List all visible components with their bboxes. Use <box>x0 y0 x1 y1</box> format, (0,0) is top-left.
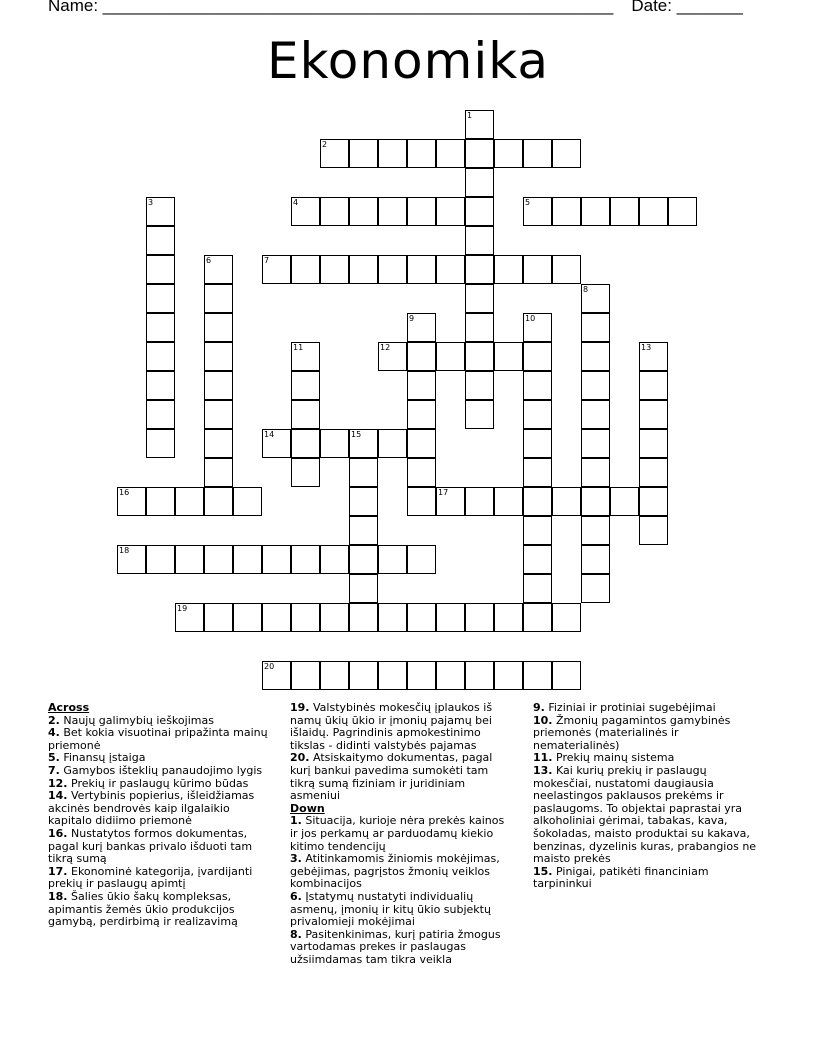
page-title: Ekonomika <box>267 32 549 90</box>
clue-item-text: Pinigai, patikėti financiniam tarpininkui <box>533 864 709 891</box>
grid-cell[interactable] <box>291 371 320 400</box>
grid-cell[interactable] <box>494 487 523 516</box>
grid-cell[interactable] <box>204 255 233 284</box>
grid-cell[interactable] <box>175 545 204 574</box>
grid-cell[interactable] <box>407 603 436 632</box>
grid-cell[interactable] <box>233 487 262 516</box>
grid-cell[interactable] <box>204 603 233 632</box>
grid-cell[interactable] <box>552 139 581 168</box>
clue-item-text: Valstybinės mokesčių įplaukos iš namų ūkių ūkio ir įmonių pajamų bei išlaidų. Pagrindinis apmokestinimo tikslas - didinti valstybės pajamas <box>290 701 493 752</box>
grid-cell[interactable] <box>581 371 610 400</box>
grid-cell[interactable] <box>436 197 465 226</box>
grid-cell[interactable] <box>407 487 436 516</box>
grid-cell[interactable] <box>639 400 668 429</box>
clue-item-text: Šalies ūkio šakų kompleksas, apimantis žemės ūkio produkcijos gamybą, perdirbimą ir realizavimą <box>48 889 238 929</box>
clue-item <box>48 866 273 891</box>
clue-item-number: 8. <box>290 927 302 941</box>
clue-number: 18 <box>119 546 130 555</box>
grid-cell[interactable] <box>494 139 523 168</box>
grid-cell[interactable] <box>465 255 494 284</box>
grid-cell[interactable] <box>465 226 494 255</box>
grid-cell[interactable] <box>320 603 349 632</box>
grid-cell[interactable] <box>349 603 378 632</box>
grid-cell[interactable] <box>262 255 291 284</box>
grid-cell[interactable] <box>146 400 175 429</box>
grid-cell[interactable] <box>465 371 494 400</box>
clue-number: 15 <box>351 430 362 439</box>
grid-cell[interactable] <box>146 255 175 284</box>
clue-item-number: 7. <box>48 763 60 777</box>
clues-column-left <box>48 702 273 929</box>
grid-cell[interactable] <box>523 603 552 632</box>
grid-cell[interactable] <box>436 139 465 168</box>
grid-cell[interactable] <box>639 371 668 400</box>
grid-cell[interactable] <box>523 429 552 458</box>
grid-cell[interactable] <box>146 371 175 400</box>
grid-cell[interactable] <box>407 342 436 371</box>
grid-cell[interactable] <box>378 139 407 168</box>
grid-cell[interactable] <box>465 342 494 371</box>
grid-cell[interactable] <box>378 661 407 690</box>
grid-cell[interactable] <box>407 661 436 690</box>
grid-cell[interactable] <box>378 255 407 284</box>
grid-cell[interactable] <box>204 371 233 400</box>
grid-cell[interactable] <box>581 284 610 313</box>
grid-cell[interactable] <box>465 197 494 226</box>
clue-number: 11 <box>293 343 304 352</box>
grid-cell[interactable] <box>494 661 523 690</box>
grid-cell[interactable] <box>523 661 552 690</box>
grid-cell[interactable] <box>320 661 349 690</box>
clue-item <box>290 702 515 752</box>
clue-number: 12 <box>380 343 391 352</box>
clue-number: 4 <box>293 198 299 207</box>
grid-cell[interactable] <box>204 342 233 371</box>
grid-cell[interactable] <box>117 487 146 516</box>
grid-cell[interactable] <box>349 487 378 516</box>
grid-cell[interactable] <box>523 487 552 516</box>
grid-cell[interactable] <box>204 400 233 429</box>
clue-number: 14 <box>264 430 275 439</box>
grid-cell[interactable] <box>639 342 668 371</box>
grid-cell[interactable] <box>407 313 436 342</box>
grid-cell[interactable] <box>436 487 465 516</box>
grid-cell[interactable] <box>262 429 291 458</box>
grid-cell[interactable] <box>494 603 523 632</box>
grid-cell[interactable] <box>146 429 175 458</box>
grid-cell[interactable] <box>204 487 233 516</box>
clue-item-text: Fiziniai ir protiniai sugebėjimai <box>548 701 716 714</box>
grid-cell[interactable] <box>407 458 436 487</box>
clue-item-text: Naujų galimybių ieškojimas <box>63 713 214 727</box>
clue-item-text: Prekių mainų sistema <box>556 751 675 765</box>
clue-item <box>290 752 515 802</box>
clue-item-number: 16. <box>48 826 68 840</box>
grid-cell[interactable] <box>523 516 552 545</box>
clue-item-number: 14. <box>48 789 68 803</box>
grid-cell[interactable] <box>494 342 523 371</box>
clue-item-number: 4. <box>48 726 60 740</box>
grid-cell[interactable] <box>639 458 668 487</box>
grid-cell[interactable] <box>581 400 610 429</box>
grid-cell[interactable] <box>204 458 233 487</box>
clue-item-number: 15. <box>533 864 553 878</box>
grid-cell[interactable] <box>291 400 320 429</box>
grid-cell[interactable] <box>465 661 494 690</box>
clue-number: 1 <box>467 111 473 120</box>
grid-cell[interactable] <box>204 284 233 313</box>
grid-cell[interactable] <box>262 661 291 690</box>
grid-cell[interactable] <box>204 545 233 574</box>
clue-item <box>48 891 273 929</box>
grid-cell[interactable] <box>320 545 349 574</box>
clue-item-text: Prekių ir paslaugų kūrimo būdas <box>71 776 249 790</box>
grid-cell[interactable] <box>349 139 378 168</box>
grid-cell[interactable] <box>320 255 349 284</box>
grid-cell[interactable] <box>349 458 378 487</box>
grid-cell[interactable] <box>378 545 407 574</box>
grid-cell[interactable] <box>146 487 175 516</box>
clue-number: 10 <box>525 314 536 323</box>
grid-cell[interactable] <box>581 342 610 371</box>
grid-cell[interactable] <box>523 458 552 487</box>
clue-item-text: Pasitenkinimas, kurį patiria žmogus vartodamas prekes ir paslaugas užsiimdamas tam tikra veikla <box>290 927 501 966</box>
grid-cell[interactable] <box>465 110 494 139</box>
grid-cell[interactable] <box>465 313 494 342</box>
grid-cell[interactable] <box>436 661 465 690</box>
clue-item-number: 10. <box>533 713 553 727</box>
clue-item-number: 5. <box>48 751 60 765</box>
clue-item-text: Vertybinis popierius, išleidžiamas akcinės bendrovės kaip ilgalaikio kapitalo didiimo priemonė <box>48 789 255 828</box>
grid-cell[interactable] <box>465 284 494 313</box>
grid-cell[interactable] <box>523 139 552 168</box>
grid-cell[interactable] <box>407 429 436 458</box>
clue-item-number: 6. <box>290 889 302 903</box>
clue-item-number: 12. <box>48 776 68 790</box>
clue-section-heading: Down <box>290 801 325 815</box>
grid-cell[interactable] <box>378 603 407 632</box>
grid-cell[interactable] <box>146 226 175 255</box>
date-field-label: Date: _______ <box>631 0 743 15</box>
clue-item-number: 11. <box>533 751 553 765</box>
clue-number: 9 <box>409 314 415 323</box>
grid-cell[interactable] <box>291 342 320 371</box>
grid-cell[interactable] <box>465 400 494 429</box>
grid-cell[interactable] <box>291 545 320 574</box>
clue-item <box>290 929 515 967</box>
grid-cell[interactable] <box>552 197 581 226</box>
grid-cell[interactable] <box>378 429 407 458</box>
clues-column-right <box>533 702 768 891</box>
clue-item <box>48 790 273 828</box>
grid-cell[interactable] <box>639 516 668 545</box>
clue-number: 8 <box>583 285 589 294</box>
grid-cell[interactable] <box>610 197 639 226</box>
grid-cell[interactable] <box>639 197 668 226</box>
grid-cell[interactable] <box>204 313 233 342</box>
clue-number: 7 <box>264 256 270 265</box>
grid-cell[interactable] <box>581 458 610 487</box>
grid-cell[interactable] <box>349 574 378 603</box>
clue-item-number: 19. <box>290 701 310 714</box>
clue-item-number: 2. <box>48 713 60 727</box>
grid-cell[interactable] <box>378 342 407 371</box>
clue-item-text: Žmonių pagamintos gamybinės priemonės (materialinės ir nematerialinės) <box>533 713 731 752</box>
grid-cell[interactable] <box>552 487 581 516</box>
grid-cell[interactable] <box>262 603 291 632</box>
grid-cell[interactable] <box>523 371 552 400</box>
grid-cell[interactable] <box>349 197 378 226</box>
grid-cell[interactable] <box>639 429 668 458</box>
clue-item-text: Finansų įstaiga <box>63 751 146 765</box>
grid-cell[interactable] <box>146 313 175 342</box>
clue-item-text: Nustatytos formos dokumentas, pagal kurį bankas privalo išduoti tam tikrą sumą <box>48 826 253 866</box>
grid-cell[interactable] <box>668 197 697 226</box>
grid-cell[interactable] <box>407 371 436 400</box>
grid-cell[interactable] <box>320 197 349 226</box>
grid-cell[interactable] <box>146 197 175 226</box>
grid-cell[interactable] <box>291 255 320 284</box>
grid-cell[interactable] <box>581 545 610 574</box>
grid-cell[interactable] <box>581 516 610 545</box>
clue-item <box>48 828 273 866</box>
grid-cell[interactable] <box>349 661 378 690</box>
clue-number: 2 <box>322 140 328 149</box>
grid-cell[interactable] <box>523 574 552 603</box>
clue-item-number: 17. <box>48 864 68 878</box>
clue-section-heading: Across <box>48 701 90 714</box>
clue-item-text: Įstatymų nustatyti individualių asmenų, įmonių ir kitų ūkio subjektų privalomieji mokėjimai <box>290 889 491 929</box>
grid-cell[interactable] <box>552 255 581 284</box>
clue-item <box>48 727 273 752</box>
clue-item-text: Atitinkamomis žiniomis mokėjimas, gebėjimas, pagrįstos žmonių veiklos kombinacijos <box>290 852 500 891</box>
grid-cell[interactable] <box>349 545 378 574</box>
clue-number: 3 <box>148 198 154 207</box>
clue-number: 5 <box>525 198 531 207</box>
grid-cell[interactable] <box>523 313 552 342</box>
clue-item-number: 13. <box>533 763 553 777</box>
grid-cell[interactable] <box>436 603 465 632</box>
clue-item <box>533 866 768 891</box>
grid-cell[interactable] <box>581 574 610 603</box>
grid-cell[interactable] <box>233 603 262 632</box>
clue-item <box>533 765 768 866</box>
name-field-label: Name: ______________________________________________________ <box>48 0 614 15</box>
clue-item-text: Atsiskaitymo dokumentas, pagal kurį bankui pavedima sumokėti tam tikrą sumą fiziniam ir juridiniam asmeniui <box>290 751 493 803</box>
clue-item-text: Bet kokia visuotinai pripažinta mainų priemonė <box>48 726 268 752</box>
grid-cell[interactable] <box>523 197 552 226</box>
grid-cell[interactable] <box>407 545 436 574</box>
grid-cell[interactable] <box>407 197 436 226</box>
clue-number: 13 <box>641 343 652 352</box>
grid-cell[interactable] <box>581 487 610 516</box>
grid-cell[interactable] <box>581 429 610 458</box>
grid-cell[interactable] <box>146 342 175 371</box>
clue-number: 19 <box>177 604 188 613</box>
grid-cell[interactable] <box>465 603 494 632</box>
clue-item-number: 1. <box>290 814 302 828</box>
grid-cell[interactable] <box>436 342 465 371</box>
grid-cell[interactable] <box>175 487 204 516</box>
grid-cell[interactable] <box>320 139 349 168</box>
grid-cell[interactable] <box>233 545 262 574</box>
grid-cell[interactable] <box>523 545 552 574</box>
grid-cell[interactable] <box>146 545 175 574</box>
grid-cell[interactable] <box>291 429 320 458</box>
grid-cell[interactable] <box>523 400 552 429</box>
grid-cell[interactable] <box>639 487 668 516</box>
grid-cell[interactable] <box>291 603 320 632</box>
grid-cell[interactable] <box>465 168 494 197</box>
grid-cell[interactable] <box>204 429 233 458</box>
grid-cell[interactable] <box>146 284 175 313</box>
grid-cell[interactable] <box>175 603 204 632</box>
grid-cell[interactable] <box>349 255 378 284</box>
clue-item <box>290 815 515 853</box>
clue-item-number: 20. <box>290 751 310 765</box>
grid-cell[interactable] <box>349 429 378 458</box>
grid-cell[interactable] <box>552 603 581 632</box>
grid-cell[interactable] <box>552 661 581 690</box>
clue-item-text: Ekonominė kategorija, įvardijanti prekių ir paslaugų apimtį <box>48 864 253 891</box>
clue-item <box>290 853 515 891</box>
grid-cell[interactable] <box>349 516 378 545</box>
grid-cell[interactable] <box>523 342 552 371</box>
grid-cell[interactable] <box>581 197 610 226</box>
grid-cell[interactable] <box>320 429 349 458</box>
clue-number: 16 <box>119 488 130 497</box>
grid-cell[interactable] <box>610 487 639 516</box>
grid-cell[interactable] <box>465 487 494 516</box>
grid-cell[interactable] <box>581 313 610 342</box>
grid-cell[interactable] <box>117 545 146 574</box>
grid-cell[interactable] <box>407 139 436 168</box>
grid-cell[interactable] <box>407 400 436 429</box>
grid-cell[interactable] <box>291 661 320 690</box>
clue-number: 20 <box>264 662 275 671</box>
grid-cell[interactable] <box>291 458 320 487</box>
grid-cell[interactable] <box>291 197 320 226</box>
grid-cell[interactable] <box>378 197 407 226</box>
clue-item-text: Gamybos išteklių panaudojimo lygis <box>63 763 263 777</box>
clue-item <box>290 891 515 929</box>
clue-number: 6 <box>206 256 212 265</box>
clue-item <box>533 715 768 753</box>
grid-cell[interactable] <box>494 255 523 284</box>
clue-item-text: Situacija, kurioje nėra prekės kainos ir jos perkamų ar parduodamų kiekio kitimo tendencijų <box>290 814 505 853</box>
clue-item-number: 18. <box>48 889 68 903</box>
clue-item-number: 9. <box>533 701 545 714</box>
grid-cell[interactable] <box>436 255 465 284</box>
clue-item-number: 3. <box>290 852 302 866</box>
grid-cell[interactable] <box>465 139 494 168</box>
clues-column-middle <box>290 702 515 966</box>
grid-cell[interactable] <box>523 255 552 284</box>
grid-cell[interactable] <box>407 255 436 284</box>
grid-cell[interactable] <box>262 545 291 574</box>
clue-item-text: Kai kurių prekių ir paslaugų mokesčiai, nustatomi daugiausia neelastingos paklausos prekėms ir paslaugoms. To objektai paprastai yra alkoholiniai gėrimai, tabakas, kava, šokoladas, maisto produktai su kakava, benzinas, dyzelinis kuras, prabangios ne maisto prekės <box>533 763 757 866</box>
clue-number: 17 <box>438 488 449 497</box>
